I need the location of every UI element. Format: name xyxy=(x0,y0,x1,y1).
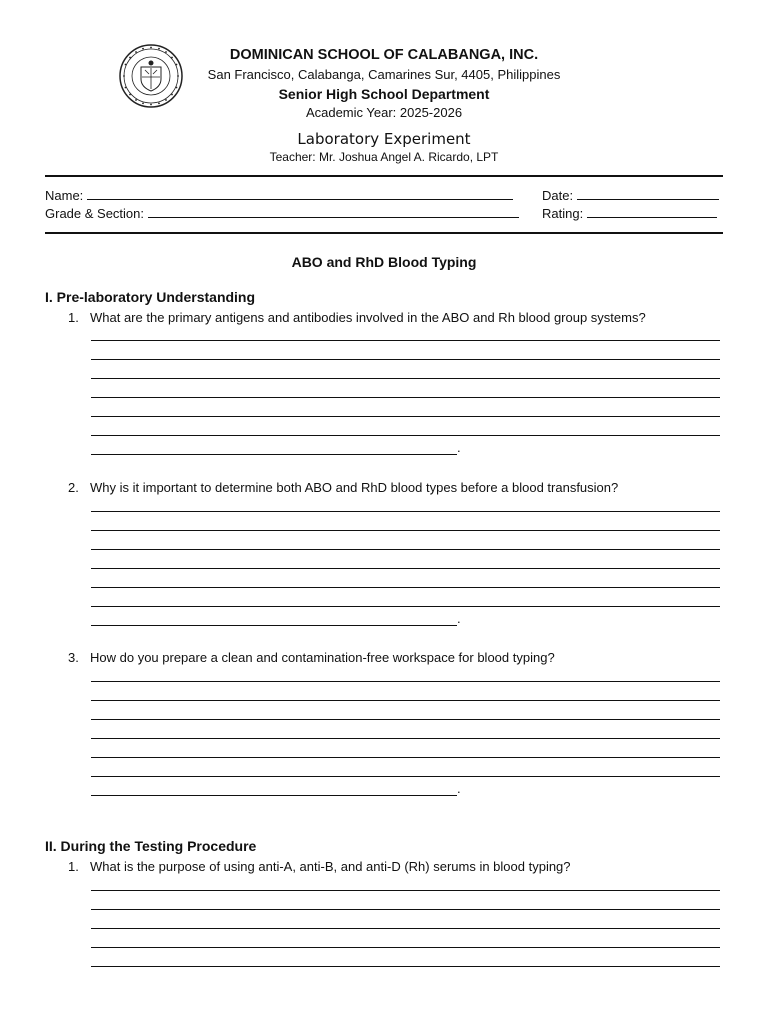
answer-period: . xyxy=(457,611,461,626)
question-text: What are the primary antigens and antibodies involved in the ABO and Rh blood group systems? xyxy=(90,310,646,325)
grade-section-blank[interactable] xyxy=(148,205,519,218)
rating-field[interactable] xyxy=(542,205,717,221)
question-1-1 xyxy=(68,310,646,325)
header-divider-top xyxy=(45,175,723,177)
question-number: 1. xyxy=(68,859,79,874)
question-1-2 xyxy=(68,480,618,495)
question-2-1 xyxy=(68,859,571,874)
date-blank[interactable] xyxy=(577,187,719,200)
name-field[interactable] xyxy=(45,187,513,203)
teacher-name: Teacher: Mr. Joshua Angel A. Ricardo, LPT xyxy=(269,150,499,164)
question-number: 3. xyxy=(68,650,79,665)
worksheet-title: ABO and RhD Blood Typing xyxy=(291,254,477,270)
question-number: 1. xyxy=(68,310,79,325)
name-label: Name: xyxy=(45,188,84,203)
school-name: DOMINICAN SCHOOL OF CALABANGA, INC. xyxy=(229,47,539,63)
name-blank[interactable] xyxy=(87,187,513,200)
question-text: What is the purpose of using anti-A, anti-B, and anti-D (Rh) serums in blood typing? xyxy=(90,859,571,874)
question-1-3 xyxy=(68,650,555,665)
header-divider-bottom xyxy=(45,232,723,234)
section-heading-1: I. Pre-laboratory Understanding xyxy=(45,289,256,305)
answer-period: . xyxy=(457,781,461,796)
section-heading-2: II. During the Testing Procedure xyxy=(45,838,257,854)
activity-title: Laboratory Experiment xyxy=(297,130,471,148)
answer-period: . xyxy=(457,440,461,455)
question-number: 2. xyxy=(68,480,79,495)
grade-section-label: Grade & Section: xyxy=(45,206,144,221)
rating-label: Rating: xyxy=(542,206,584,221)
department-name: Senior High School Department xyxy=(278,86,490,102)
date-field[interactable] xyxy=(542,187,719,203)
question-text: Why is it important to determine both ABO and RhD blood types before a blood transfusion? xyxy=(90,480,619,495)
academic-year: Academic Year: 2025-2026 xyxy=(305,105,463,120)
school-address: San Francisco, Calabanga, Camarines Sur, 4405, Philippines xyxy=(207,67,561,82)
grade-section-field[interactable] xyxy=(45,205,519,221)
date-label: Date: xyxy=(542,188,574,203)
rating-blank[interactable] xyxy=(587,205,717,218)
question-text: How do you prepare a clean and contamination-free workspace for blood typing? xyxy=(90,650,555,665)
